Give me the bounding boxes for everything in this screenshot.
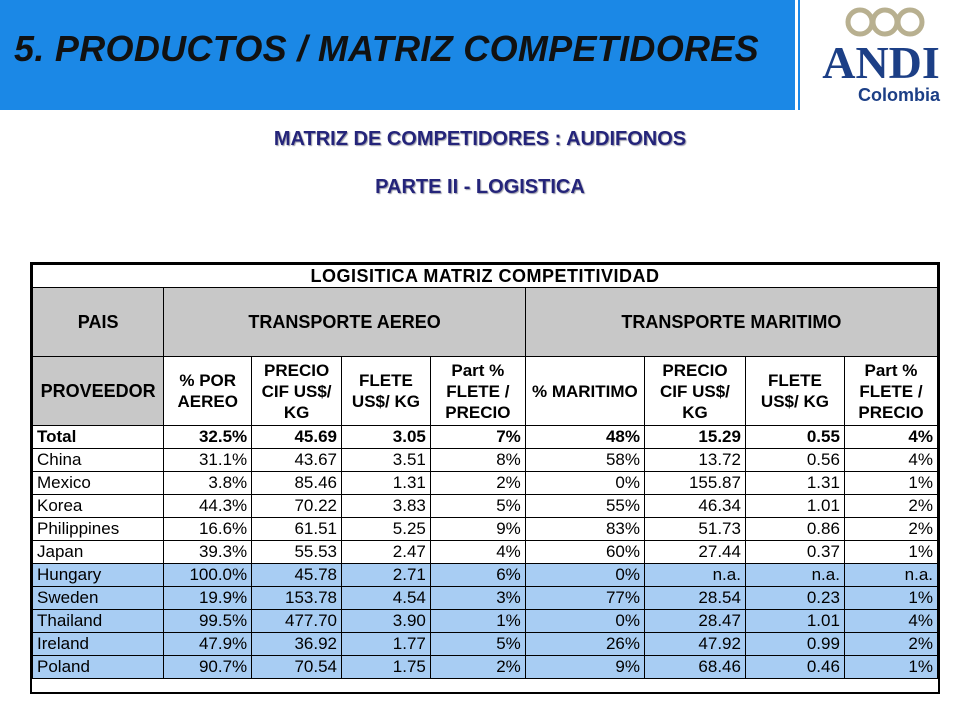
- value-cell: 3%: [430, 587, 525, 610]
- country-cell: Hungary: [33, 564, 164, 587]
- value-cell: 9%: [525, 656, 644, 679]
- value-cell: 2%: [844, 518, 937, 541]
- value-cell: 1%: [844, 656, 937, 679]
- value-cell: 51.73: [644, 518, 745, 541]
- country-cell: Sweden: [33, 587, 164, 610]
- value-cell: 2%: [844, 633, 937, 656]
- table-row: [33, 587, 938, 610]
- value-cell: 1.01: [745, 495, 844, 518]
- table-row: [33, 495, 938, 518]
- value-cell: 2%: [430, 656, 525, 679]
- value-cell: n.a.: [644, 564, 745, 587]
- value-cell: 70.22: [252, 495, 342, 518]
- table-row: [33, 518, 938, 541]
- value-cell: 60%: [525, 541, 644, 564]
- value-cell: 47.9%: [164, 633, 252, 656]
- value-cell: 44.3%: [164, 495, 252, 518]
- value-cell: 15.29: [644, 426, 745, 449]
- value-cell: 85.46: [252, 472, 342, 495]
- value-cell: 43.67: [252, 449, 342, 472]
- value-cell: 1%: [430, 610, 525, 633]
- country-cell: China: [33, 449, 164, 472]
- value-cell: 4%: [844, 610, 937, 633]
- logistics-table: [30, 262, 940, 694]
- value-cell: 153.78: [252, 587, 342, 610]
- value-cell: 70.54: [252, 656, 342, 679]
- value-cell: 0.46: [745, 656, 844, 679]
- value-cell: 4%: [430, 541, 525, 564]
- value-cell: 0.56: [745, 449, 844, 472]
- value-cell: n.a.: [745, 564, 844, 587]
- value-cell: 3.05: [342, 426, 431, 449]
- value-cell: 1%: [844, 472, 937, 495]
- value-cell: 48%: [525, 426, 644, 449]
- country-cell: Philippines: [33, 518, 164, 541]
- value-cell: n.a.: [844, 564, 937, 587]
- value-cell: 0.86: [745, 518, 844, 541]
- value-cell: 3.51: [342, 449, 431, 472]
- value-cell: 55%: [525, 495, 644, 518]
- table-title-row: [33, 265, 938, 288]
- value-cell: 83%: [525, 518, 644, 541]
- table-row: [33, 633, 938, 656]
- col-pct-maritimo: % MARITIMO: [525, 357, 644, 426]
- col-flete-air: FLETE US$/ KG: [342, 357, 431, 426]
- value-cell: 36.92: [252, 633, 342, 656]
- value-cell: 99.5%: [164, 610, 252, 633]
- value-cell: 32.5%: [164, 426, 252, 449]
- value-cell: 2%: [844, 495, 937, 518]
- value-cell: 5%: [430, 495, 525, 518]
- value-cell: 46.34: [644, 495, 745, 518]
- value-cell: 16.6%: [164, 518, 252, 541]
- value-cell: 0%: [525, 564, 644, 587]
- col-flete-sea: FLETE US$/ KG: [745, 357, 844, 426]
- value-cell: 477.70: [252, 610, 342, 633]
- value-cell: 58%: [525, 449, 644, 472]
- value-cell: 155.87: [644, 472, 745, 495]
- sea-transport-header: TRANSPORTE MARITIMO: [525, 288, 937, 357]
- value-cell: 3.83: [342, 495, 431, 518]
- country-cell: Mexico: [33, 472, 164, 495]
- value-cell: 0%: [525, 610, 644, 633]
- table-title: LOGISITICA MATRIZ COMPETITIVIDAD: [33, 265, 938, 288]
- value-cell: 2.47: [342, 541, 431, 564]
- table-row: [33, 610, 938, 633]
- value-cell: 3.90: [342, 610, 431, 633]
- value-cell: 45.69: [252, 426, 342, 449]
- value-cell: 45.78: [252, 564, 342, 587]
- col-proveedor: PROVEEDOR: [33, 357, 164, 426]
- country-cell: Korea: [33, 495, 164, 518]
- value-cell: 0.37: [745, 541, 844, 564]
- country-cell: Japan: [33, 541, 164, 564]
- value-cell: 55.53: [252, 541, 342, 564]
- table-row: [33, 541, 938, 564]
- value-cell: 1.77: [342, 633, 431, 656]
- country-cell: Thailand: [33, 610, 164, 633]
- subtitle-matrix: MATRIZ DE COMPETIDORES : AUDIFONOS: [273, 128, 687, 150]
- value-cell: 47.92: [644, 633, 745, 656]
- value-cell: 8%: [430, 449, 525, 472]
- col-pct-aereo: % POR AEREO: [164, 357, 252, 426]
- value-cell: 1%: [844, 541, 937, 564]
- value-cell: 90.7%: [164, 656, 252, 679]
- air-transport-header: TRANSPORTE AEREO: [164, 288, 526, 357]
- col-precio-cif-sea: PRECIO CIF US$/ KG: [644, 357, 745, 426]
- value-cell: 1.31: [745, 472, 844, 495]
- value-cell: 28.47: [644, 610, 745, 633]
- table-total-row: [33, 426, 938, 449]
- value-cell: 0.23: [745, 587, 844, 610]
- value-cell: 5%: [430, 633, 525, 656]
- value-cell: 4%: [844, 449, 937, 472]
- table-row: [33, 564, 938, 587]
- table-row: [33, 472, 938, 495]
- header-banner: [0, 0, 795, 110]
- table-row: [33, 449, 938, 472]
- value-cell: 0.55: [745, 426, 844, 449]
- value-cell: 9%: [430, 518, 525, 541]
- value-cell: 1.01: [745, 610, 844, 633]
- logo-text: ANDI: [822, 37, 940, 88]
- value-cell: 77%: [525, 587, 644, 610]
- value-cell: 0%: [525, 472, 644, 495]
- value-cell: 6%: [430, 564, 525, 587]
- col-part-air: Part % FLETE / PRECIO: [430, 357, 525, 426]
- page-title: 5. PRODUCTOS / MATRIZ COMPETIDORES: [14, 28, 759, 69]
- pais-header: PAIS: [33, 288, 164, 357]
- value-cell: 2.71: [342, 564, 431, 587]
- value-cell: 2%: [430, 472, 525, 495]
- country-cell: Ireland: [33, 633, 164, 656]
- value-cell: 13.72: [644, 449, 745, 472]
- value-cell: 31.1%: [164, 449, 252, 472]
- value-cell: 1.75: [342, 656, 431, 679]
- value-cell: 19.9%: [164, 587, 252, 610]
- value-cell: 4%: [844, 426, 937, 449]
- value-cell: 39.3%: [164, 541, 252, 564]
- value-cell: 1.31: [342, 472, 431, 495]
- value-cell: 26%: [525, 633, 644, 656]
- value-cell: 5.25: [342, 518, 431, 541]
- value-cell: 28.54: [644, 587, 745, 610]
- value-cell: 0.99: [745, 633, 844, 656]
- value-cell: 4.54: [342, 587, 431, 610]
- logo-subtext: Colombia: [857, 85, 941, 105]
- value-cell: 61.51: [252, 518, 342, 541]
- country-cell: Total: [33, 426, 164, 449]
- table-row: [33, 656, 938, 679]
- value-cell: 3.8%: [164, 472, 252, 495]
- subtitle-part: PARTE II - LOGISTICA: [375, 176, 585, 198]
- value-cell: 100.0%: [164, 564, 252, 587]
- value-cell: 1%: [844, 587, 937, 610]
- value-cell: 27.44: [644, 541, 745, 564]
- value-cell: 68.46: [644, 656, 745, 679]
- col-part-sea: Part % FLETE / PRECIO: [844, 357, 937, 426]
- andi-logo: [798, 0, 960, 110]
- country-cell: Poland: [33, 656, 164, 679]
- value-cell: 7%: [430, 426, 525, 449]
- andi-logo-icon: [806, 4, 956, 106]
- col-precio-cif-air: PRECIO CIF US$/ KG: [252, 357, 342, 426]
